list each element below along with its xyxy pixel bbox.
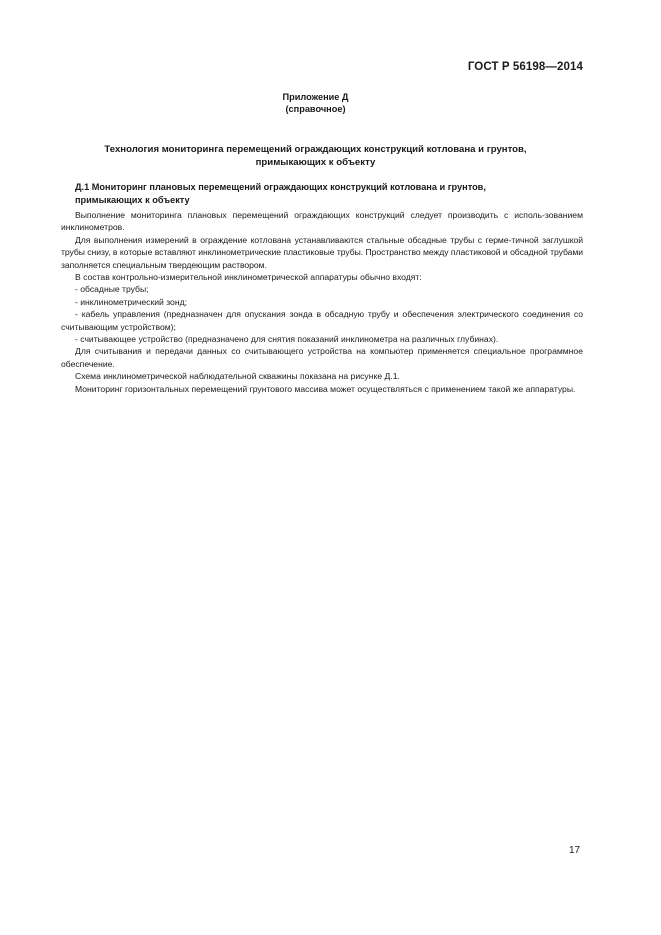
list-item: - обсадные трубы;: [75, 284, 149, 295]
appendix-heading: [0, 91, 631, 115]
paragraph: Для выполнения измерений в ограждение котлована устанавливаются стальные обсадные трубы с герме-тичной заглушкой трубы снизу, в которые вставляют инклинометрические пластиковые трубы. Пространство между пластиковой и обсадной трубами заполняется специальным твердеющим раствором.: [61, 234, 583, 270]
section-title-line-1: Д.1 Мониторинг плановых перемещений ограждающих конструкций котлована и грунтов,: [75, 182, 486, 192]
paragraph: Выполнение мониторинга плановых перемещений ограждающих конструкций следует производить с исполь-зованием инклинометров.: [61, 210, 583, 233]
main-title-line-2: примыкающих к объекту: [255, 157, 376, 168]
section-title: [75, 181, 555, 206]
main-title-line-1: Технология мониторинга перемещений ограждающих конструкций котлована и грунтов,: [104, 144, 527, 155]
paragraph: Схема инклинометрической наблюдательной скважины показана на рисунке Д.1.: [75, 371, 400, 382]
body-text: [61, 209, 583, 395]
standard-code: ГОСТ Р 56198—2014: [467, 61, 583, 73]
list-item: - считывающее устройство (предназначено для снятия показаний инклинометра на различных глубинах).: [75, 334, 499, 345]
list-item: - кабель управления (предназначен для опускания зонда в обсадную трубу и обеспечения электрического соединения со считывающим устройством);: [61, 309, 583, 332]
appendix-note: (справочное): [285, 104, 346, 114]
paragraph: Для считывания и передачи данных со считывающего устройства на компьютер применяется специальное программное обеспечение.: [61, 346, 583, 369]
list-item: - инклинометрический зонд;: [75, 296, 187, 307]
paragraph: Мониторинг горизонтальных перемещений грунтового массива может осуществляться с применением такой же аппаратуры.: [75, 383, 576, 394]
page-number: 17: [569, 845, 581, 856]
paragraph: В состав контрольно-измерительной инклинометрической аппаратуры обычно входят:: [75, 272, 422, 283]
main-title: [40, 143, 591, 169]
appendix-title: Приложение Д: [282, 92, 349, 102]
section-title-line-2: примыкающих к объекту: [75, 194, 190, 205]
